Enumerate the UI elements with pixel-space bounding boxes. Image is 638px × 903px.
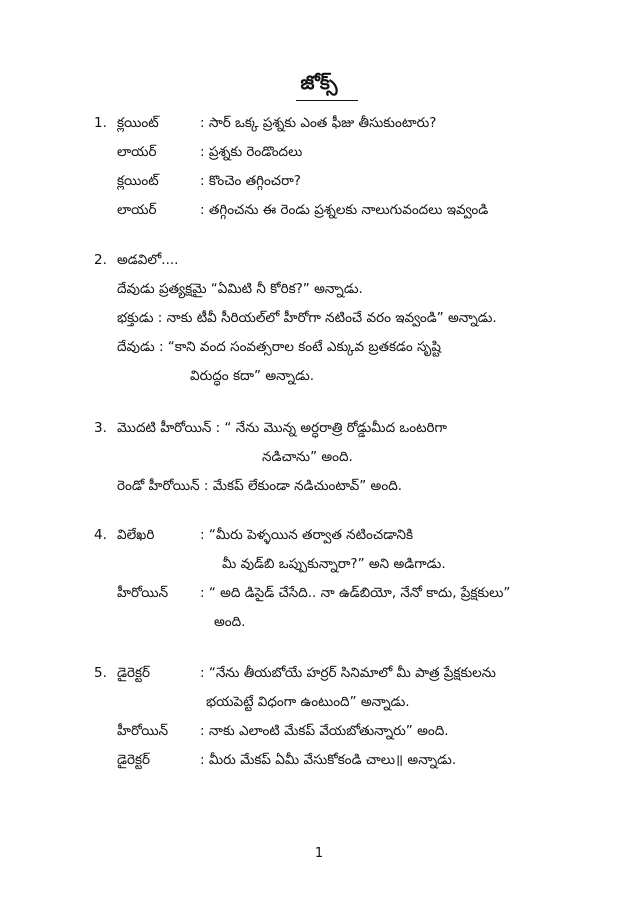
dialogue-text: : “నేను తీయబోయే హర్రర్ సినిమాలో మీ పాత్ర ప్రేక్షకులను (200, 665, 496, 681)
narrative-line: నడిచాను” అంది. (262, 449, 353, 465)
dialogue-text: : నాకు ఎలాంటి మేకప్ వేయబోతున్నారు” అంది. (200, 723, 449, 739)
dialogue-text: : “ అది డిసైడ్ చేసేది.. నా ఉడ్‌బియో, నేనో కాదు, ప్రేక్షకులు” (200, 585, 511, 601)
narrative-line: విరుద్ధం కదా” అన్నాడు. (190, 368, 315, 384)
dialogue-text: మీ వుడ్‌బి ఒప్పుకున్నారా?” అని అడిగాడు. (222, 556, 446, 572)
dialogue-text: అంది. (214, 614, 246, 630)
joke-number: 2. (94, 252, 107, 268)
joke-number: 3. (94, 420, 107, 436)
speaker-label: క్లయింట్ (117, 173, 159, 189)
dialogue-text: : ప్రశ్నకు రెండొందలు (200, 144, 303, 160)
narrative-line: దేవుడు : “కాని వంద సంవత్సరాల కంటే ఎక్కువ బ్రతకడం సృష్టి (117, 339, 441, 355)
narrative-line: మొదటి హీరోయిన్ : “ నేను మొన్న అర్ధరాత్రి రోడ్డుమీద ఒంటరిగా (117, 420, 447, 436)
dialogue-text: భయపెట్టే విధంగా ఉంటుంది” అన్నాడు. (206, 694, 410, 710)
title-underline (296, 100, 358, 101)
dialogue-text: : సార్ ఒక్క ప్రశ్నకు ఎంత ఫీజు తీసుకుంటారు? (200, 115, 437, 131)
narrative-line: భక్తుడు : నాకు టీవీ సీరియల్‌లో హీరోగా నటించే వరం ఇవ్వండి” అన్నాడు. (117, 310, 497, 326)
joke-number: 4. (94, 527, 107, 543)
dialogue-text: : తగ్గించను ఈ రెండు ప్రశ్నలకు నాలుగువందలు ఇవ్వండి (200, 202, 489, 218)
speaker-label: క్లయింట్ (117, 115, 159, 131)
speaker-label: డైరెక్టర్ (117, 752, 151, 768)
page-title: జోక్స్ (300, 72, 338, 94)
narrative-line: దేవుడు ప్రత్యక్షమై “ఏమిటి నీ కోరిక?” అన్నాడు. (117, 281, 363, 297)
speaker-label: లాయర్ (117, 202, 157, 218)
page-number: 1 (314, 846, 324, 861)
dialogue-text: : “మీరు పెళ్ళయిన తర్వాత నటించడానికి (200, 527, 413, 543)
dialogue-text: : కొంచెం తగ్గించరా? (200, 173, 301, 189)
dialogue-text: : మీరు మేకప్ ఏమీ వేసుకోకండి చాలు॥ అన్నాడు. (200, 752, 457, 768)
joke-number: 1. (94, 115, 107, 131)
speaker-label: హీరోయిన్ (117, 723, 169, 739)
speaker-label: లాయర్ (117, 144, 157, 160)
speaker-label: హీరోయిన్ (117, 585, 169, 601)
narrative-line: రెండో హీరోయిన్ : మేకప్ లేకుండా నడిచుంటావ్” అంది. (117, 478, 403, 494)
speaker-label: డైరెక్టర్ (117, 665, 151, 681)
narrative-line: అడవిలో.... (117, 252, 179, 268)
joke-number: 5. (94, 665, 107, 681)
speaker-label: విలేఖరి (117, 527, 155, 543)
